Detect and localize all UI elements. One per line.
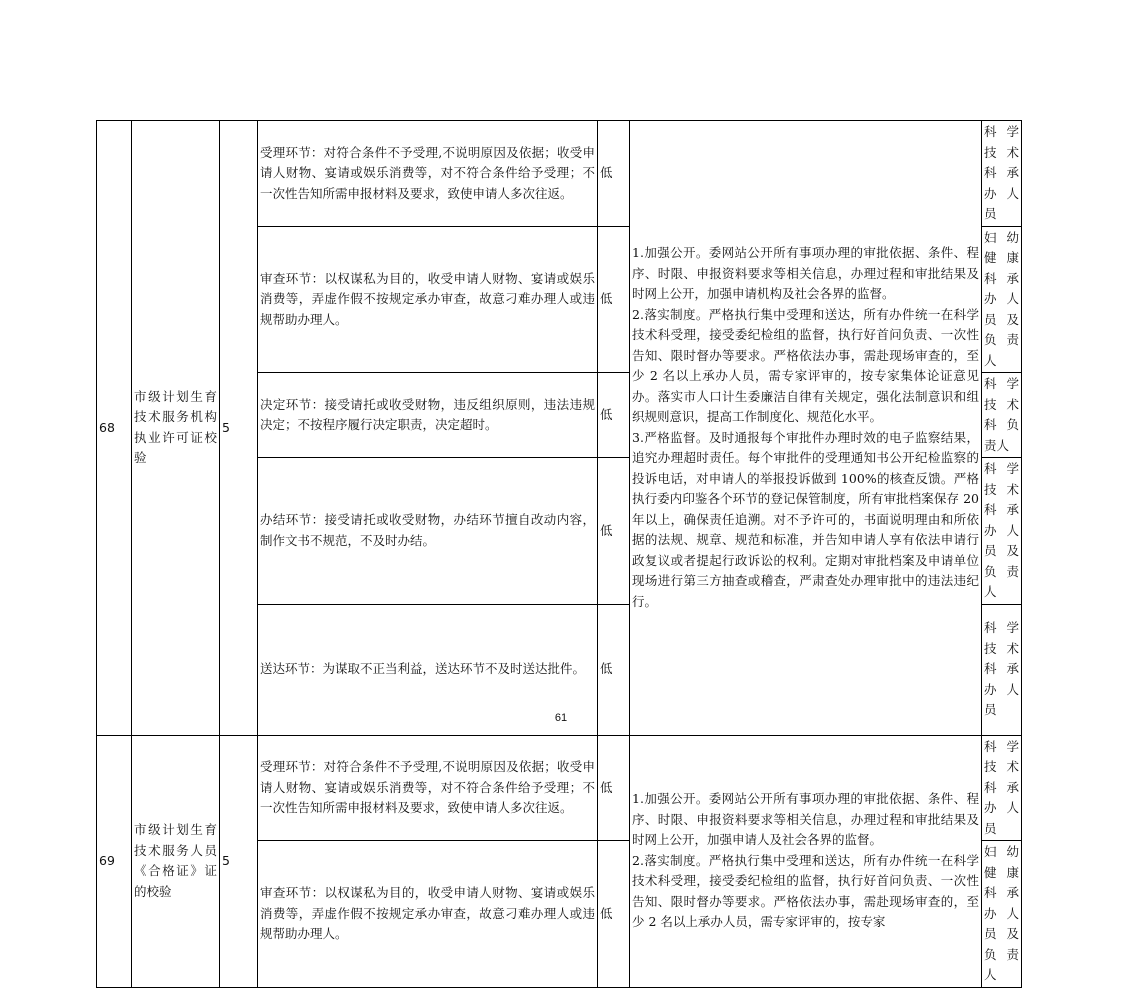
- risk-description: 受理环节：对符合条件不予受理,不说明原因及依据；收受申请人财物、宴请或娱乐消费等，对不符合条件给予受理；不一次性告知所需申报材料及要求，致使申请人多次往返。: [258, 735, 598, 841]
- item-name: 市级计划生育技术服务人员《合格证》证的校验: [132, 735, 220, 987]
- risk-level: 低: [598, 373, 630, 458]
- responsible-party: 科学技术科承办人员: [982, 604, 1022, 735]
- risk-description: 送达环节：为谋取不正当利益，送达环节不及时送达批件。: [258, 604, 598, 735]
- measure-paragraph: 2.落实制度。严格执行集中受理和送达，所有办件统一在科学技术科受理，接受委纪检组的监督，执行好首问负责、一次性告知、限时督办等要求。严格依法办事，需赴现场审查的，至少 2 名以上承办人员，需专家评审的，按专家: [632, 852, 979, 930]
- measure-paragraph: 3.严格监督。及时通报每个审批件办理时效的电子监察结果，追究办理超时责任。每个审批件的受理通知书公开纪检监察的投诉电话，对申请人的举报投诉做到 100%的核查反馈。严格执行委内印鉴各个环节的登记保管制度，所有审批档案保存 20 年以上，确保责任追溯。对不予许可的，书面说明理由和所依据的法规、规章、规范和标准，并告知申请人享有依法申请行政复议或者提起行政诉讼的权利。定期对审批档案及申请单位现场进行第三方抽查或稽查，严肃查处办理审批中的违法违纪行。: [632, 429, 979, 609]
- table-row: [97, 121, 1022, 227]
- item-name: 市级计划生育技术服务机构执业许可证校验: [132, 121, 220, 736]
- risk-description: 办结环节：接受请托或收受财物，办结环节擅自改动内容，制作文书不规范，不及时办结。: [258, 458, 598, 605]
- item-number: 68: [97, 121, 132, 736]
- item-score: 5: [220, 735, 258, 987]
- item-number: 69: [97, 735, 132, 987]
- risk-control-table: [96, 120, 1022, 988]
- risk-level: 低: [598, 841, 630, 988]
- responsible-party: 科学技术科负责人: [982, 373, 1022, 458]
- measure-paragraph: 1.加强公开。委网站公开所有事项办理的审批依据、条件、程序、时限、申报资料要求等相关信息，办理过程和审批结果及时网上公开，加强申请机构及社会各界的监督。: [632, 245, 979, 302]
- prevention-measures: [630, 735, 982, 987]
- page-number: 61: [554, 712, 568, 724]
- responsible-party: 妇幼健康科承办人员及负责人: [982, 841, 1022, 988]
- measure-paragraph: 2.落实制度。严格执行集中受理和送达，所有办件统一在科学技术科受理，接受委纪检组的监督，执行好首问负责、一次性告知、限时督办等要求。严格依法办事，需赴现场审查的，至少 2 名以上承办人员，需专家评审的，按专家集体论证意见办。落实市人口计生委廉洁自律有关规定，强化法制意识和组织规则意识，提高工作制度化、规范化水平。: [632, 306, 979, 425]
- measure-paragraph: 1.加强公开。委网站公开所有事项办理的审批依据、条件、程序、时限、申报资料要求等相关信息，办理过程和审批结果及时网上公开，加强申请人及社会各界的监督。: [632, 791, 979, 848]
- item-score: 5: [220, 121, 258, 736]
- table-row: [97, 735, 1022, 841]
- risk-level: 低: [598, 226, 630, 373]
- responsible-party: 科学技术科承办人员: [982, 121, 1022, 227]
- responsible-party: 科学技术科承办人员及负责人: [982, 458, 1022, 605]
- risk-description: 决定环节：接受请托或收受财物，违反组织原则，违法违规决定；不按程序履行决定职责，决定超时。: [258, 373, 598, 458]
- risk-level: 低: [598, 458, 630, 605]
- risk-level: 低: [598, 604, 630, 735]
- prevention-measures: [630, 121, 982, 736]
- risk-description: 审查环节：以权谋私为目的，收受申请人财物、宴请或娱乐消费等，弄虚作假不按规定承办审查，故意刁难办理人或违规帮助办理人。: [258, 226, 598, 373]
- risk-description: 受理环节：对符合条件不予受理,不说明原因及依据；收受申请人财物、宴请或娱乐消费等，对不符合条件给予受理；不一次性告知所需申报材料及要求，致使申请人多次往返。: [258, 121, 598, 227]
- responsible-party: 科学技术科承办人员: [982, 735, 1022, 841]
- risk-level: 低: [598, 121, 630, 227]
- risk-description: 审查环节：以权谋私为目的，收受申请人财物、宴请或娱乐消费等，弄虚作假不按规定承办审查，故意刁难办理人或违规帮助办理人。: [258, 841, 598, 988]
- risk-level: 低: [598, 735, 630, 841]
- responsible-party: 妇幼健康科承办人员及负责人: [982, 226, 1022, 373]
